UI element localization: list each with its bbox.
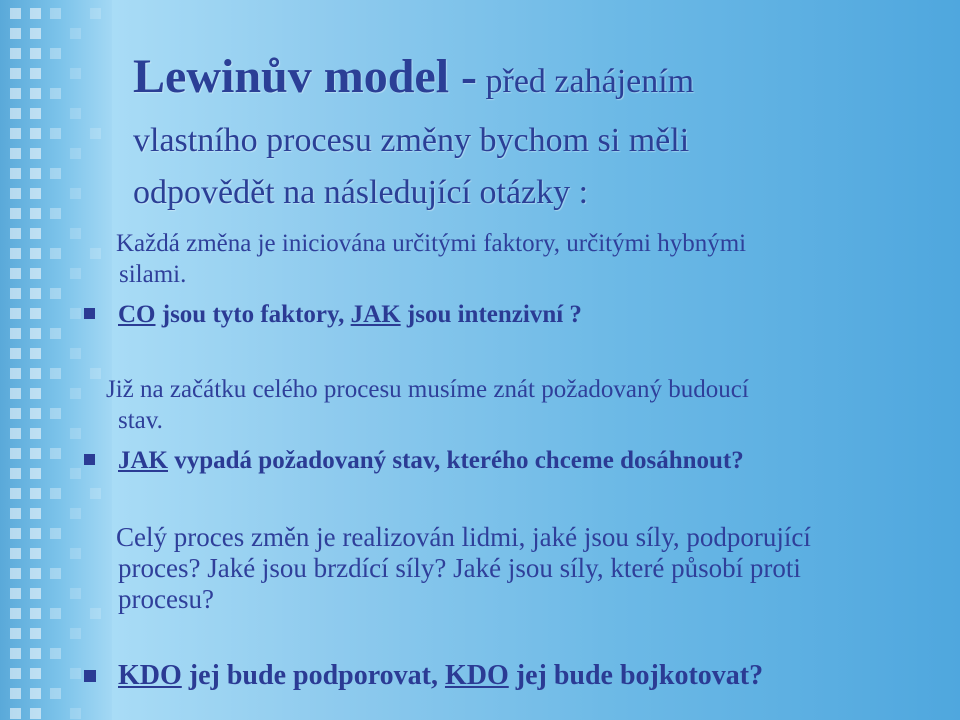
decorative-square <box>30 128 41 139</box>
decorative-square <box>10 688 21 699</box>
decorative-square <box>30 708 41 719</box>
section-2-line-1: Již na začátku celého procesu musíme znát požadovaný budoucí <box>106 376 749 403</box>
decorative-square <box>30 588 41 599</box>
decorative-square <box>10 648 21 659</box>
decorative-square <box>10 468 21 479</box>
decorative-square <box>10 8 21 19</box>
bullet-text-end: jej bude bojkotovat? <box>508 660 764 691</box>
decorative-square <box>70 588 81 599</box>
slide-title <box>133 50 933 219</box>
decorative-square <box>50 168 61 179</box>
decorative-square <box>50 688 61 699</box>
decorative-square <box>10 548 21 559</box>
title-tail: před zahájením <box>477 63 695 100</box>
keyword-co: CO <box>118 301 156 328</box>
decorative-square <box>30 368 41 379</box>
decorative-square <box>10 288 21 299</box>
decorative-square <box>90 248 101 259</box>
decorative-square <box>70 388 81 399</box>
decorative-square <box>30 608 41 619</box>
decorative-square <box>10 148 21 159</box>
decorative-square <box>70 708 81 719</box>
decorative-square <box>10 88 21 99</box>
decorative-square <box>10 48 21 59</box>
decorative-square <box>70 468 81 479</box>
decorative-square <box>10 608 21 619</box>
decorative-square <box>70 668 81 679</box>
decorative-square <box>10 108 21 119</box>
decorative-square <box>70 228 81 239</box>
decorative-square <box>30 28 41 39</box>
decorative-square <box>30 248 41 259</box>
decorative-square <box>10 208 21 219</box>
decorative-square <box>10 388 21 399</box>
square-bullet-icon <box>84 670 96 682</box>
decorative-square <box>50 408 61 419</box>
bullet-text-mid: jej bude podporovat, <box>181 660 445 691</box>
decorative-square <box>10 508 21 519</box>
section-1-text <box>116 228 946 290</box>
decorative-square <box>10 28 21 39</box>
decorative-square <box>10 408 21 419</box>
decorative-square <box>50 528 61 539</box>
decorative-square <box>50 248 61 259</box>
decorative-square <box>10 428 21 439</box>
title-main: Lewinův model - <box>133 50 478 103</box>
keyword-kdo: KDO <box>118 660 182 691</box>
decorative-square <box>30 568 41 579</box>
decorative-square <box>30 668 41 679</box>
decorative-square <box>10 308 21 319</box>
decorative-square <box>30 428 41 439</box>
decorative-square <box>50 648 61 659</box>
decorative-square <box>10 448 21 459</box>
decorative-square <box>30 348 41 359</box>
decorative-square <box>70 548 81 559</box>
decorative-square <box>10 568 21 579</box>
decorative-square <box>30 68 41 79</box>
section-1-line-2: silami. <box>119 261 187 288</box>
decorative-square <box>30 648 41 659</box>
decorative-square <box>30 48 41 59</box>
section-3-line-1: Celý proces změn je realizován lidmi, jaké jsou síly, podporující <box>116 522 811 552</box>
keyword-kdo: KDO <box>444 660 509 691</box>
decorative-square <box>30 288 41 299</box>
decorative-square <box>70 148 81 159</box>
decorative-square <box>90 128 101 139</box>
title-line-3: odpovědět na následující otázky : <box>133 174 589 211</box>
section-3-text <box>116 522 946 615</box>
decorative-square <box>30 548 41 559</box>
keyword-jak: JAK <box>350 301 401 328</box>
decorative-square <box>50 448 61 459</box>
decorative-square <box>50 8 61 19</box>
decorative-square <box>30 208 41 219</box>
decorative-square <box>90 488 101 499</box>
decorative-square <box>30 168 41 179</box>
decorative-square <box>30 308 41 319</box>
section-2-text <box>106 374 936 436</box>
decorative-square <box>70 268 81 279</box>
decorative-square <box>10 128 21 139</box>
decorative-square <box>30 228 41 239</box>
decorative-square <box>30 488 41 499</box>
section-2-line-2: stav. <box>118 407 163 434</box>
decorative-square <box>30 388 41 399</box>
decorative-square <box>30 628 41 639</box>
decorative-square <box>30 188 41 199</box>
decorative-square <box>70 348 81 359</box>
decorative-square <box>30 328 41 339</box>
decorative-square <box>50 368 61 379</box>
decorative-square <box>50 208 61 219</box>
decorative-square <box>70 28 81 39</box>
square-bullet-icon <box>84 308 95 319</box>
decorative-square <box>50 88 61 99</box>
section-3-line-3: procesu? <box>118 584 214 614</box>
decorative-square <box>30 108 41 119</box>
decorative-square <box>70 508 81 519</box>
decorative-square <box>90 368 101 379</box>
decorative-square <box>10 668 21 679</box>
decorative-square <box>10 348 21 359</box>
decorative-square <box>30 508 41 519</box>
decorative-square <box>10 228 21 239</box>
decorative-square <box>70 308 81 319</box>
decorative-square <box>10 528 21 539</box>
section-3-line-2: proces? Jaké jsou brzdící síly? Jaké jsou síly, které působí proti <box>118 553 801 583</box>
decorative-square <box>30 88 41 99</box>
decorative-square <box>50 488 61 499</box>
decorative-square <box>30 268 41 279</box>
decorative-square <box>50 48 61 59</box>
title-line-2: vlastního procesu změny bychom si měli <box>133 122 690 159</box>
decorative-square <box>50 608 61 619</box>
decorative-square <box>10 168 21 179</box>
decorative-square <box>30 688 41 699</box>
decorative-square <box>90 608 101 619</box>
decorative-square <box>10 628 21 639</box>
decorative-square <box>50 328 61 339</box>
decorative-square <box>10 268 21 279</box>
decorative-square <box>30 8 41 19</box>
square-bullet-icon <box>84 454 95 465</box>
decorative-square <box>70 68 81 79</box>
decorative-square <box>10 488 21 499</box>
decorative-square <box>30 148 41 159</box>
bullet-text-end: jsou intenzivní ? <box>400 301 582 328</box>
keyword-jak: JAK <box>118 447 168 474</box>
decorative-square <box>10 248 21 259</box>
decorative-square <box>70 188 81 199</box>
decorative-square <box>10 188 21 199</box>
decorative-square <box>50 288 61 299</box>
bullet-text-mid: jsou tyto faktory, <box>155 301 351 328</box>
decorative-square <box>30 408 41 419</box>
decorative-square <box>10 368 21 379</box>
decorative-square <box>50 568 61 579</box>
decorative-square <box>30 448 41 459</box>
decorative-square <box>70 108 81 119</box>
decorative-square <box>30 528 41 539</box>
decorative-square <box>10 588 21 599</box>
decorative-square <box>70 628 81 639</box>
decorative-square <box>90 8 101 19</box>
decorative-square <box>10 328 21 339</box>
section-1-line-1: Každá změna je iniciována určitými faktory, určitými hybnými <box>116 230 747 257</box>
bullet-text-rest: vypadá požadovaný stav, kterého chceme dosáhnout? <box>168 447 744 474</box>
decorative-square <box>70 428 81 439</box>
decorative-square <box>30 468 41 479</box>
decorative-square <box>10 68 21 79</box>
decorative-square <box>50 128 61 139</box>
decorative-square <box>10 708 21 719</box>
